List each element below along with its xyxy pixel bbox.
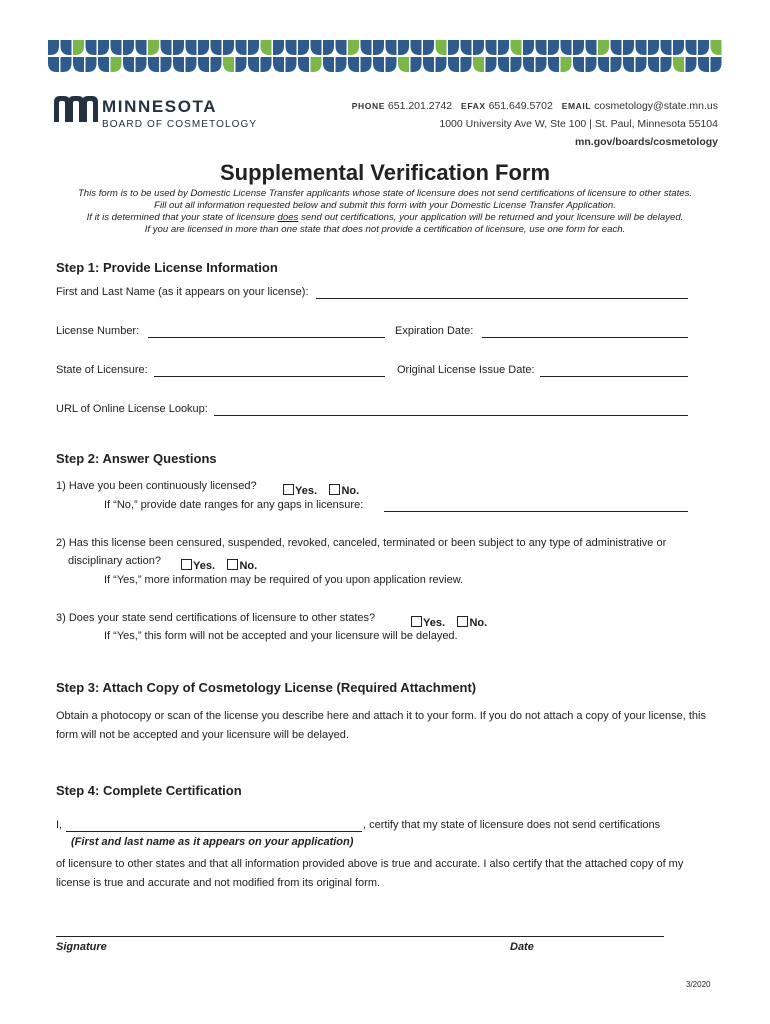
banner-tile bbox=[61, 40, 72, 55]
phone-number: 651.201.2742 bbox=[387, 100, 453, 112]
banner-tile bbox=[411, 57, 422, 72]
banner-tile bbox=[186, 57, 197, 72]
banner-tile bbox=[623, 57, 634, 72]
q3-yes-label: Yes. bbox=[423, 617, 446, 629]
banner-tile bbox=[148, 57, 159, 72]
banner-tile bbox=[711, 57, 722, 72]
banner-tile bbox=[361, 40, 372, 55]
mn-logo-icon bbox=[54, 94, 98, 122]
banner-tile bbox=[361, 57, 372, 72]
banner-tile bbox=[598, 40, 609, 55]
banner-tile bbox=[711, 40, 722, 55]
banner-tile bbox=[261, 57, 272, 72]
banner-tile bbox=[286, 57, 297, 72]
banner-tile bbox=[561, 40, 572, 55]
q1-no-label: No. bbox=[341, 485, 360, 497]
banner-tile bbox=[411, 40, 422, 55]
banner-tile bbox=[336, 40, 347, 55]
phone-label: PHONE bbox=[351, 101, 385, 111]
banner-tile bbox=[111, 40, 122, 55]
website-link[interactable]: mn.gov/boards/cosmetology bbox=[575, 136, 718, 148]
banner-tile bbox=[311, 40, 322, 55]
banner-tile bbox=[311, 57, 322, 72]
banner-tile bbox=[261, 40, 272, 55]
q1-no-checkbox[interactable] bbox=[329, 484, 340, 495]
banner-tile bbox=[473, 40, 484, 55]
banner-tile bbox=[548, 57, 559, 72]
q3-no-label: No. bbox=[469, 617, 488, 629]
q2-no-checkbox[interactable] bbox=[227, 559, 238, 570]
banner-tile bbox=[248, 57, 259, 72]
banner-tile bbox=[523, 57, 534, 72]
banner-tile bbox=[536, 40, 547, 55]
banner-tile bbox=[173, 40, 184, 55]
step1-heading: Step 1: Provide License Information bbox=[56, 260, 278, 275]
banner-tile bbox=[436, 57, 447, 72]
url-label: URL of Online License Lookup: bbox=[56, 403, 208, 415]
banner-tile bbox=[398, 57, 409, 72]
banner-tile bbox=[136, 40, 147, 55]
banner-tile bbox=[273, 40, 284, 55]
banner-tile bbox=[336, 57, 347, 72]
banner-tile bbox=[548, 40, 559, 55]
banner-tile bbox=[686, 57, 697, 72]
banner-tile bbox=[498, 57, 509, 72]
q1-options bbox=[283, 481, 359, 499]
signature-label: Signature bbox=[56, 941, 107, 953]
q2-text-line1: 2) Has this license been censured, suspended, revoked, canceled, terminated or been subject to any type of administrative or bbox=[56, 537, 667, 549]
name-label: First and Last Name (as it appears on your license): bbox=[56, 286, 309, 298]
banner-tile bbox=[348, 57, 359, 72]
banner-tile bbox=[423, 57, 434, 72]
license-number-field[interactable] bbox=[148, 337, 385, 338]
contact-line-1 bbox=[346, 97, 718, 115]
q2-no-label: No. bbox=[239, 560, 258, 572]
intro-line-2: Fill out all information requested below and submit this form with your Domestic License Transfer Application. bbox=[154, 200, 616, 211]
banner-tile bbox=[73, 40, 84, 55]
banner-tile bbox=[161, 40, 172, 55]
intro-line-4: If you are licensed in more than one state that does not provide a certification of licensure, use one form for each. bbox=[144, 224, 626, 235]
banner-tile bbox=[448, 57, 459, 72]
banner-tile bbox=[536, 57, 547, 72]
banner-tile bbox=[373, 40, 384, 55]
banner-tile bbox=[236, 40, 247, 55]
cert-name-field[interactable] bbox=[66, 831, 362, 832]
banner-tile bbox=[698, 40, 709, 55]
banner-tile bbox=[623, 40, 634, 55]
q2-yes-label: Yes. bbox=[193, 560, 216, 572]
q3-options bbox=[411, 613, 487, 631]
signature-line[interactable] bbox=[56, 936, 664, 937]
banner-tile bbox=[486, 57, 497, 72]
banner-tile bbox=[286, 40, 297, 55]
efax-number: 651.649.5702 bbox=[488, 100, 553, 112]
banner-tile bbox=[161, 57, 172, 72]
expiration-field[interactable] bbox=[482, 337, 688, 338]
banner-tile bbox=[448, 40, 459, 55]
banner-tile bbox=[248, 40, 259, 55]
issue-date-field[interactable] bbox=[540, 376, 688, 377]
state-label: State of Licensure: bbox=[56, 364, 148, 376]
banner-tile bbox=[636, 40, 647, 55]
banner-tile bbox=[511, 40, 522, 55]
banner-tile bbox=[586, 40, 597, 55]
q1-followup: If “No,” provide date ranges for any gaps in licensure: bbox=[104, 499, 364, 511]
banner-tile bbox=[611, 40, 622, 55]
banner-tile bbox=[111, 57, 122, 72]
email-address[interactable]: cosmetology@state.mn.us bbox=[594, 100, 718, 112]
banner-tile bbox=[473, 57, 484, 72]
banner-tile bbox=[198, 57, 209, 72]
cert-prefix: I, bbox=[56, 819, 63, 831]
banner-tile bbox=[573, 57, 584, 72]
q1-yes-label: Yes. bbox=[295, 485, 318, 497]
email-label: EMAIL bbox=[561, 101, 592, 111]
banner-tile bbox=[198, 40, 209, 55]
banner-tile bbox=[48, 57, 59, 72]
step3-heading: Step 3: Attach Copy of Cosmetology License (Required Attachment) bbox=[56, 680, 477, 695]
version-label: 3/2020 bbox=[686, 980, 711, 989]
issue-date-label: Original License Issue Date: bbox=[397, 364, 535, 376]
state-field[interactable] bbox=[154, 376, 385, 377]
banner-tile bbox=[173, 57, 184, 72]
banner-tile bbox=[648, 57, 659, 72]
address: 1000 University Ave W, Ste 100 | St. Paul, Minnesota 55104 bbox=[439, 118, 718, 130]
q3-followup: If “Yes,” this form will not be accepted and your licensure will be delayed. bbox=[104, 630, 458, 642]
banner-tile bbox=[498, 40, 509, 55]
q1-gaps-field[interactable] bbox=[384, 511, 688, 512]
step2-heading: Step 2: Answer Questions bbox=[56, 451, 217, 466]
logo-wordmark: MINNESOTA bbox=[102, 97, 218, 116]
q1-yes-checkbox[interactable] bbox=[283, 484, 294, 495]
banner-tile bbox=[661, 57, 672, 72]
banner-tile bbox=[298, 57, 309, 72]
banner-tile bbox=[511, 57, 522, 72]
banner-tile bbox=[211, 40, 222, 55]
q2-followup: If “Yes,” more information may be required of you upon application review. bbox=[104, 574, 464, 586]
banner-tile bbox=[48, 40, 59, 55]
cert-body: of licensure to other states and that all information provided above is true and accurate. I also certify that the attached copy of my license is true and accurate and not modified from its original form. bbox=[56, 858, 684, 889]
logo-subtitle: BOARD OF COSMETOLOGY bbox=[102, 119, 258, 130]
banner-tile bbox=[73, 57, 84, 72]
date-label: Date bbox=[510, 941, 534, 953]
banner-tile bbox=[561, 57, 572, 72]
name-field[interactable] bbox=[316, 298, 688, 299]
banner-tile bbox=[136, 57, 147, 72]
banner-tile bbox=[98, 57, 109, 72]
license-number-label: License Number: bbox=[56, 325, 140, 337]
banner-tile bbox=[386, 40, 397, 55]
q3-yes-checkbox[interactable] bbox=[411, 616, 422, 627]
contact-info bbox=[346, 97, 718, 151]
banner-tile bbox=[323, 57, 334, 72]
banner-tile bbox=[398, 40, 409, 55]
banner-tile bbox=[698, 57, 709, 72]
intro-line-1: This form is to be used by Domestic License Transfer applicants whose state of licensure does not send certifications of licensure to other states. bbox=[77, 188, 693, 199]
banner-tile bbox=[223, 57, 234, 72]
banner-tile bbox=[436, 40, 447, 55]
banner-tile bbox=[573, 40, 584, 55]
banner-tile bbox=[98, 40, 109, 55]
q2-options bbox=[181, 556, 257, 574]
banner-tile bbox=[386, 57, 397, 72]
q1-text: 1) Have you been continuously licensed? bbox=[56, 480, 257, 492]
efax-label: EFAX bbox=[461, 101, 486, 111]
banner-tile bbox=[223, 40, 234, 55]
banner-tile bbox=[373, 57, 384, 72]
banner-tile bbox=[461, 57, 472, 72]
banner-tile bbox=[348, 40, 359, 55]
minnesota-logo bbox=[54, 94, 258, 130]
q3-text: 3) Does your state send certifications of licensure to other states? bbox=[56, 612, 376, 624]
decorative-banner bbox=[48, 40, 723, 74]
step3-body: Obtain a photocopy or scan of the license you describe here and attach it to your form. If you do not attach a copy of your license, this form will not be accepted and your licensure will be delayed. bbox=[56, 710, 706, 741]
banner-tile bbox=[673, 40, 684, 55]
banner-tile bbox=[86, 57, 97, 72]
expiration-label: Expiration Date: bbox=[395, 325, 474, 337]
banner-tile bbox=[186, 40, 197, 55]
banner-tile bbox=[686, 40, 697, 55]
banner-tile bbox=[123, 57, 134, 72]
banner-tile bbox=[648, 40, 659, 55]
banner-tile bbox=[586, 57, 597, 72]
banner-tile bbox=[486, 40, 497, 55]
q2-yes-checkbox[interactable] bbox=[181, 559, 192, 570]
banner-tile bbox=[323, 40, 334, 55]
banner-tile bbox=[211, 57, 222, 72]
banner-tile bbox=[298, 40, 309, 55]
banner-tile bbox=[61, 57, 72, 72]
page-title: Supplemental Verification Form bbox=[219, 160, 551, 185]
banner-tile bbox=[523, 40, 534, 55]
cert-suffix: , certify that my state of licensure does not send certifications bbox=[363, 819, 661, 831]
step4-heading: Step 4: Complete Certification bbox=[56, 783, 242, 798]
url-field[interactable] bbox=[214, 415, 688, 416]
banner-tile bbox=[123, 40, 134, 55]
banner-tile bbox=[86, 40, 97, 55]
banner-tile bbox=[148, 40, 159, 55]
intro-text bbox=[40, 188, 730, 236]
banner-tile bbox=[236, 57, 247, 72]
banner-tile bbox=[673, 57, 684, 72]
banner-tile bbox=[661, 40, 672, 55]
banner-tile bbox=[423, 40, 434, 55]
banner-tile bbox=[273, 57, 284, 72]
cert-name-hint: (First and last name as it appears on your application) bbox=[71, 836, 354, 848]
banner-tile bbox=[611, 57, 622, 72]
q2-text-line2: disciplinary action? bbox=[68, 555, 161, 567]
q3-no-checkbox[interactable] bbox=[457, 616, 468, 627]
intro-line-3: If it is determined that your state of licensure does send out certifications, your application will be returned and your licensure will be delayed. bbox=[86, 212, 684, 223]
banner-tile bbox=[598, 57, 609, 72]
banner-tile bbox=[636, 57, 647, 72]
banner-tile bbox=[461, 40, 472, 55]
